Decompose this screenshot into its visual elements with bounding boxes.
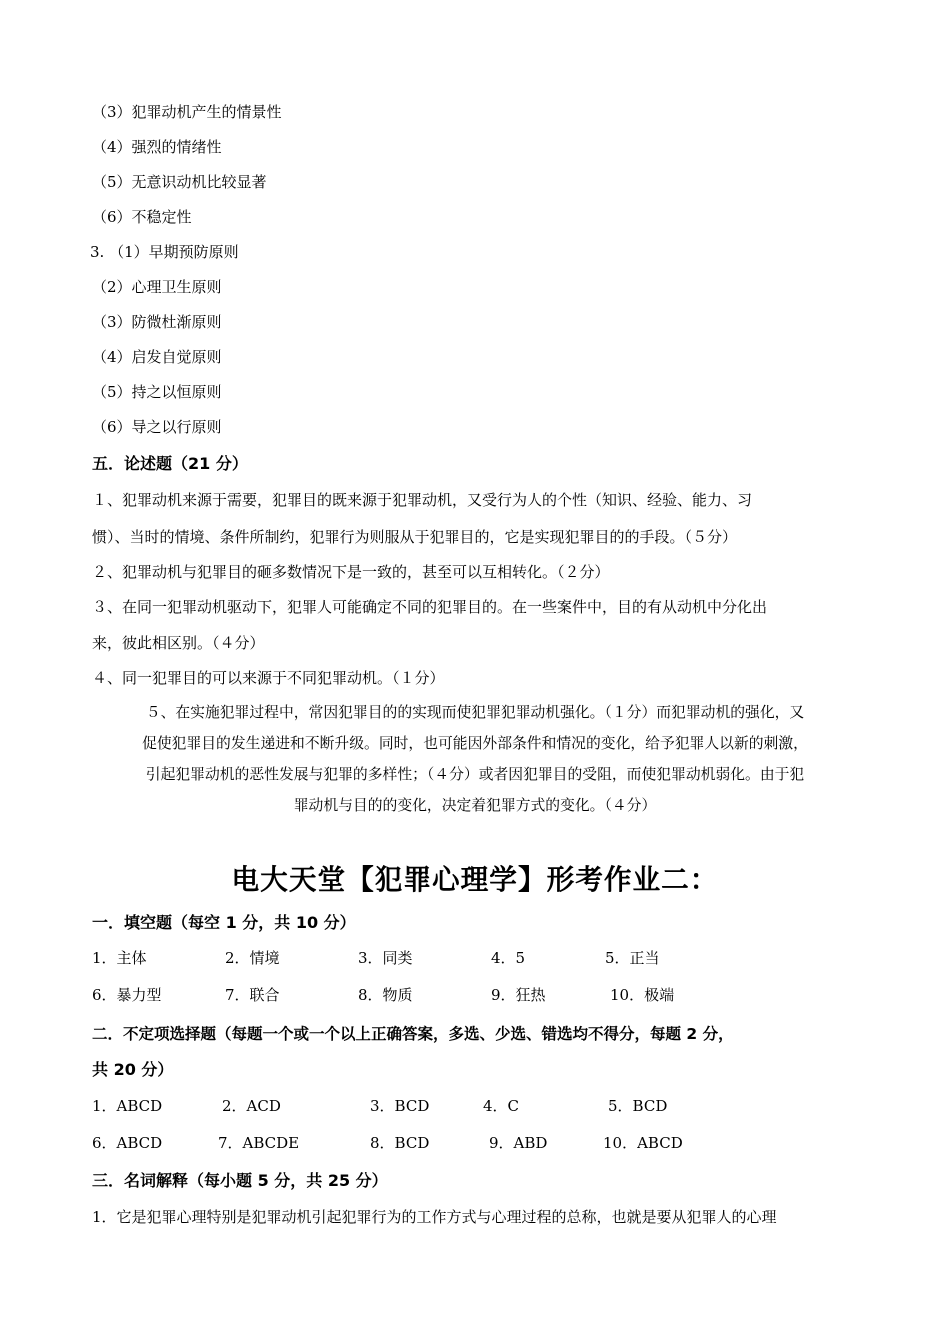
fill-answer-8: 8．物质	[358, 986, 413, 1004]
choice-answer-2: 2．ACD	[222, 1097, 281, 1115]
motive-trait-4: （4）强烈的情绪性	[92, 138, 222, 156]
essay-line-1: １、犯罪动机来源于需要，犯罪目的既来源于犯罪动机，又受行为人的个性（知识、经验、能力、习	[92, 491, 753, 509]
choice-answer-4: 4．C	[483, 1097, 520, 1115]
motive-trait-3: （3）犯罪动机产生的情景性	[92, 103, 282, 121]
choice-heading-line1: 二．不定项选择题（每题一个或一个以上正确答案，多选、少选、错选均不得分，每题 2 分，	[92, 1025, 734, 1043]
fill-heading: 一．填空题（每空 1 分，共 10 分）	[92, 913, 356, 932]
essay-line-4: ３、在同一犯罪动机驱动下，犯罪人可能确定不同的犯罪目的。在一些案件中，目的有从动机中分化出	[92, 598, 768, 616]
fill-answer-5: 5．正当	[605, 949, 660, 967]
fill-answer-7: 7．联合	[225, 986, 280, 1004]
fill-answer-4: 4．5	[491, 949, 526, 967]
essay-centered-1: ５、在实施犯罪过程中，常因犯罪目的的实现而使犯罪犯罪动机强化。（１分）而犯罪动机的强化，又	[145, 704, 805, 721]
essay-centered-4: 罪动机与目的的变化，决定着犯罪方式的变化。（４分）	[293, 797, 657, 814]
choice-answer-7: 7．ABCDE	[218, 1134, 300, 1152]
essay-centered-2: 促使犯罪目的发生递进和不断升级。同时，也可能因外部条件和情况的变化，给予犯罪人以新的刺激，	[142, 735, 808, 752]
essay-line-2: 惯）、当时的情境、条件所制约，犯罪行为则服从于犯罪目的，它是实现犯罪目的的手段。（５分）	[92, 528, 738, 546]
choice-answer-3: 3．BCD	[370, 1097, 430, 1115]
choice-heading-line2: 共 20 分）	[92, 1060, 174, 1079]
principle-4: （4）启发自觉原则	[92, 348, 222, 366]
terms-heading: 三．名词解释（每小题 5 分，共 25 分）	[92, 1171, 388, 1190]
choice-answer-5: 5．BCD	[608, 1097, 668, 1115]
terms-line-1: 1．它是犯罪心理特别是犯罪动机引起犯罪行为的工作方式与心理过程的总称，也就是要从犯罪人的心理	[92, 1208, 777, 1226]
principle-6: （6）导之以行原则	[92, 418, 222, 436]
fill-answer-3: 3．同类	[358, 949, 413, 967]
choice-answer-8: 8．BCD	[370, 1134, 430, 1152]
fill-answer-6: 6．暴力型	[92, 986, 162, 1004]
choice-answer-10: 10．ABCD	[603, 1134, 683, 1152]
page-title: 电大天堂【犯罪心理学】形考作业二：	[231, 863, 719, 896]
fill-answer-9: 9．狂热	[491, 986, 546, 1004]
choice-answer-6: 6．ABCD	[92, 1134, 163, 1152]
essay-line-6: ４、同一犯罪目的可以来源于不同犯罪动机。（１分）	[92, 669, 445, 687]
fill-answer-10: 10．极端	[610, 986, 675, 1004]
principle-1: 3. （1）早期预防原则	[90, 243, 239, 261]
choice-answer-1: 1．ABCD	[92, 1097, 163, 1115]
choice-answer-9: 9．ABD	[489, 1134, 548, 1152]
fill-answer-1: 1．主体	[92, 949, 147, 967]
essay-heading: 五．论述题（21 分）	[92, 454, 248, 473]
essay-line-3: ２、犯罪动机与犯罪目的砸多数情况下是一致的，甚至可以互相转化。（２分）	[92, 563, 610, 581]
fill-answer-2: 2．情境	[225, 949, 280, 967]
principle-2: （2）心理卫生原则	[92, 278, 222, 296]
essay-centered-3: 引起犯罪动机的恶性发展与犯罪的多样性；（４分）或者因犯罪目的受阻，而使犯罪动机弱化。由于犯	[145, 766, 805, 783]
principle-3: （3）防微杜渐原则	[92, 313, 222, 331]
motive-trait-5: （5）无意识动机比较显著	[92, 173, 267, 191]
essay-line-5: 来，彼此相区别。（４分）	[92, 634, 265, 652]
motive-trait-6: （6）不稳定性	[92, 208, 192, 226]
principle-5: （5）持之以恒原则	[92, 383, 222, 401]
